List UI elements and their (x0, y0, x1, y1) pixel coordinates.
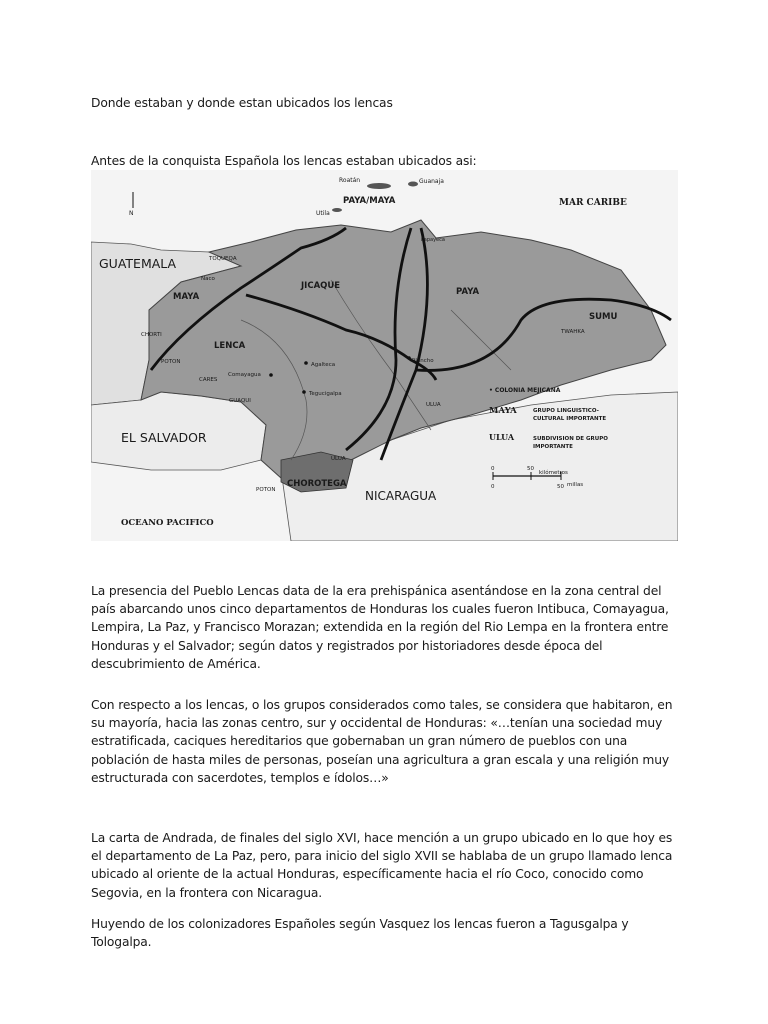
dot-agalteca (304, 361, 308, 365)
label-olancho: Olancho (411, 358, 434, 364)
label-poton: POTON (161, 359, 181, 365)
label-el-salvador: EL SALVADOR (121, 430, 207, 445)
document-title: Donde estaban y donde estan ubicados los lencas (91, 96, 393, 110)
paragraph-2: Con respecto a los lencas, o los grupos considerados como tales, se considera que habitaron, en su mayoría, hacia las zonas centro, sur y occidental de Honduras: «…tenían una sociedad muy estratificada, caciques hereditarios que gobernaban un gran número de pueblos con una población de hasta miles de personas, poseían una agricultura a gran escala y una religión muy estructurada con sacerdotes, templos e ídolos…» (91, 698, 673, 785)
scale-km-0: 0 (491, 466, 495, 472)
map-svg (91, 170, 678, 541)
label-chorti: CHORTI (141, 332, 162, 338)
legend-ulua-desc-2: IMPORTANTE (533, 444, 573, 450)
paragraph-4: Huyendo de los colonizadores Españoles según Vasquez los lencas fueron a Tagusgalpa y Tologalpa. (91, 917, 629, 950)
label-cares: CARES (199, 377, 218, 383)
roatan-island (367, 183, 391, 189)
utila-island (332, 208, 342, 212)
label-jicaque: JICAQUE (301, 281, 341, 291)
label-lenca: LENCA (214, 341, 246, 351)
guanaja-island (408, 182, 418, 187)
scale-mi-unit: millas (567, 482, 584, 488)
label-twahka: TWAHKA (561, 329, 585, 335)
label-north: N (129, 210, 134, 217)
label-mar-caribe: MAR CARIBE (559, 198, 627, 208)
label-paya-maya: PAYA/MAYA (343, 196, 396, 206)
legend-maya-key: MAYA (489, 406, 517, 416)
label-agalteca: Agalteca (311, 362, 336, 368)
dot-comayagua (269, 373, 273, 377)
label-oceano-pacifico: OCEANO PACIFICO (121, 518, 214, 528)
label-chorotega: CHOROTEGA (287, 479, 347, 489)
label-guaqui: GUAQUI (229, 398, 251, 404)
scale-mi-50: 50 (557, 484, 564, 490)
scale-mi-0: 0 (491, 484, 495, 490)
legend-ulua-key: ULUA (489, 432, 515, 442)
label-ulua: ULUA (426, 402, 441, 408)
intro-text: Antes de la conquista Española los lencas estaban ubicados asi: (91, 154, 477, 168)
scale-km-50: 50 (527, 466, 534, 472)
label-maya: MAYA (173, 292, 200, 302)
label-tegucigalpa: Tegucigalpa (309, 391, 342, 397)
label-comayagua: Comayagua (228, 372, 261, 378)
label-roatan: Roatán (339, 177, 361, 184)
legend-colonia: • COLONIA MEJICANA (489, 387, 561, 394)
legend-maya-desc-2: CULTURAL IMPORTANTE (533, 416, 607, 422)
label-toqueqa: TOQUEQA (209, 256, 237, 262)
label-guanaja: Guanaja (419, 178, 444, 185)
legend-ulua-desc-1: SUBDIVISION DE GRUPO (533, 436, 608, 442)
label-poton-2: POTON (256, 487, 276, 493)
map-figure (91, 170, 678, 541)
legend-maya-desc-1: GRUPO LINGUISTICO- (533, 408, 599, 414)
label-guatemala: GUATEMALA (99, 256, 177, 271)
label-papayeca: Papayeca (421, 237, 445, 243)
label-utila: Utila (316, 210, 330, 217)
label-nicaragua: NICARAGUA (365, 489, 437, 503)
label-ulua-2: ULUA (331, 456, 346, 462)
label-sumu: SUMU (589, 312, 618, 322)
dot-tegucigalpa (302, 390, 306, 394)
label-paya: PAYA (456, 287, 480, 297)
paragraph-1: La presencia del Pueblo Lencas data de la era prehispánica asentándose en la zona central del país abarcando unos cinco departamentos de Honduras los cuales fueron Intibuca, Comayagua, Lempira, La Paz, y Francisco Morazan; extendida en la región del Rio Lempa en la frontera entre Honduras y el Salvador; según datos y registrados por historiadores desde época del descubrimiento de América. (91, 584, 669, 671)
label-naco: Naco (201, 276, 215, 282)
paragraph-3: La carta de Andrada, de finales del siglo XVI, hace mención a un grupo ubicado en lo que hoy es el departamento de La Paz, pero, para inicio del siglo XVII se hablaba de un grupo llamado lenca ubicado al oriente de la actual Honduras, específicamente hacia el río Coco, conocido como Segovia, en la frontera con Nicaragua. (91, 831, 673, 900)
scale-km-unit: kilómetros (539, 470, 568, 476)
